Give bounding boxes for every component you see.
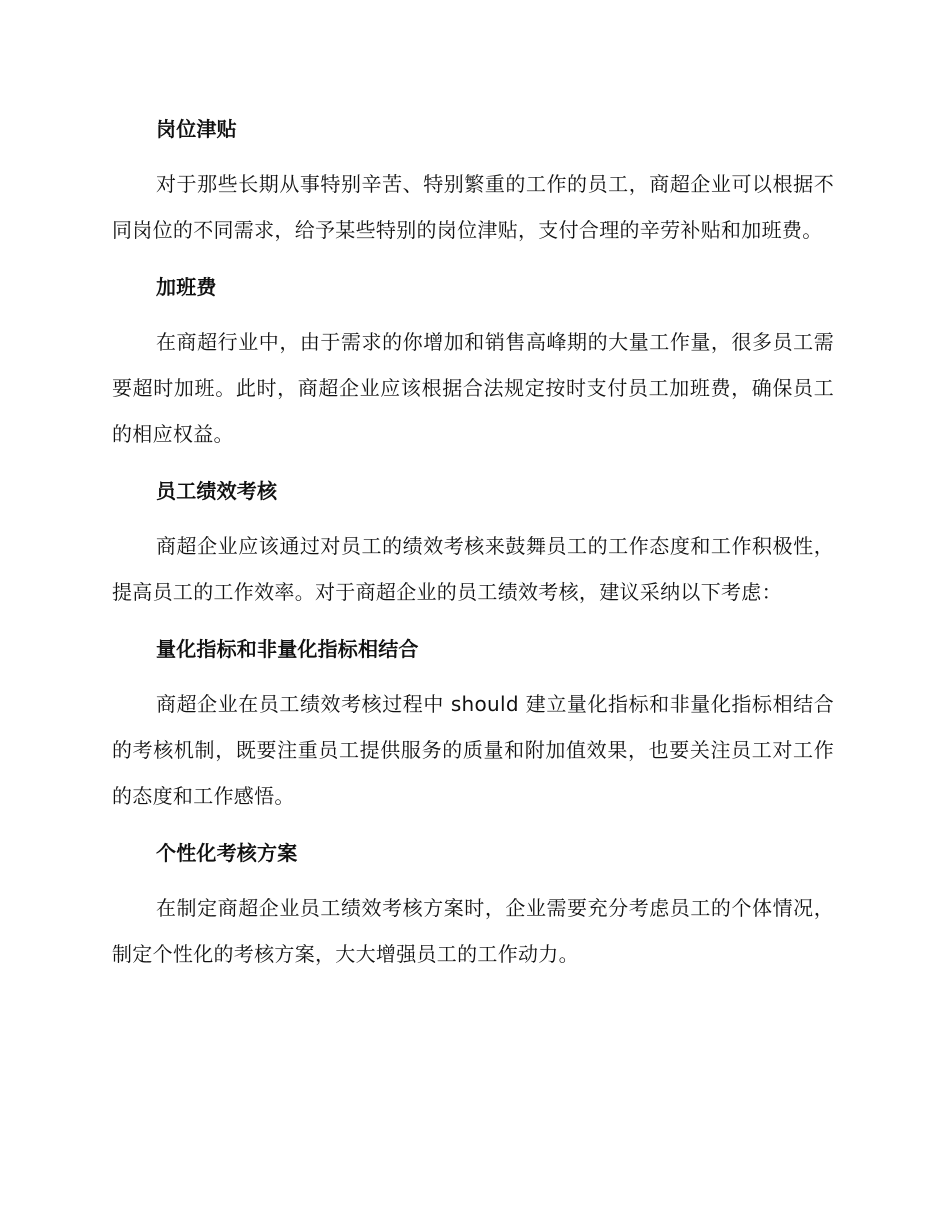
section-heading: 个性化考核方案 bbox=[156, 841, 298, 865]
section-position-allowance bbox=[112, 112, 834, 253]
section-paragraph: 在制定商超企业员工绩效考核方案时，企业需要充分考虑员工的个体情况，制定个性化的考核方案，大大增强员工的工作动力。 bbox=[112, 896, 834, 966]
section-heading: 量化指标和非量化指标相结合 bbox=[156, 637, 419, 661]
section-personalized-plan bbox=[112, 836, 834, 977]
document-content bbox=[112, 112, 834, 977]
section-paragraph: 商超企业应该通过对员工的绩效考核来鼓舞员工的工作态度和工作积极性，提高员工的工作效率。对于商超企业的员工绩效考核，建议采纳以下考虑： bbox=[112, 534, 834, 604]
section-heading: 加班费 bbox=[156, 275, 217, 299]
section-paragraph: 商超企业在员工绩效考核过程中 should 建立量化指标和非量化指标相结合的考核机制，既要注重员工提供服务的质量和附加值效果，也要关注员工对工作的态度和工作感悟。 bbox=[112, 692, 834, 808]
section-quantitative-qualitative bbox=[112, 632, 834, 819]
section-performance-review bbox=[112, 474, 834, 615]
section-heading: 员工绩效考核 bbox=[156, 479, 278, 503]
section-heading: 岗位津贴 bbox=[156, 117, 237, 141]
section-paragraph: 在商超行业中，由于需求的你增加和销售高峰期的大量工作量，很多员工需要超时加班。此时，商超企业应该根据合法规定按时支付员工加班费，确保员工的相应权益。 bbox=[112, 330, 834, 446]
section-overtime-pay bbox=[112, 270, 834, 457]
section-paragraph: 对于那些长期从事特别辛苦、特别繁重的工作的员工，商超企业可以根据不同岗位的不同需求，给予某些特别的岗位津贴，支付合理的辛劳补贴和加班费。 bbox=[112, 172, 834, 242]
